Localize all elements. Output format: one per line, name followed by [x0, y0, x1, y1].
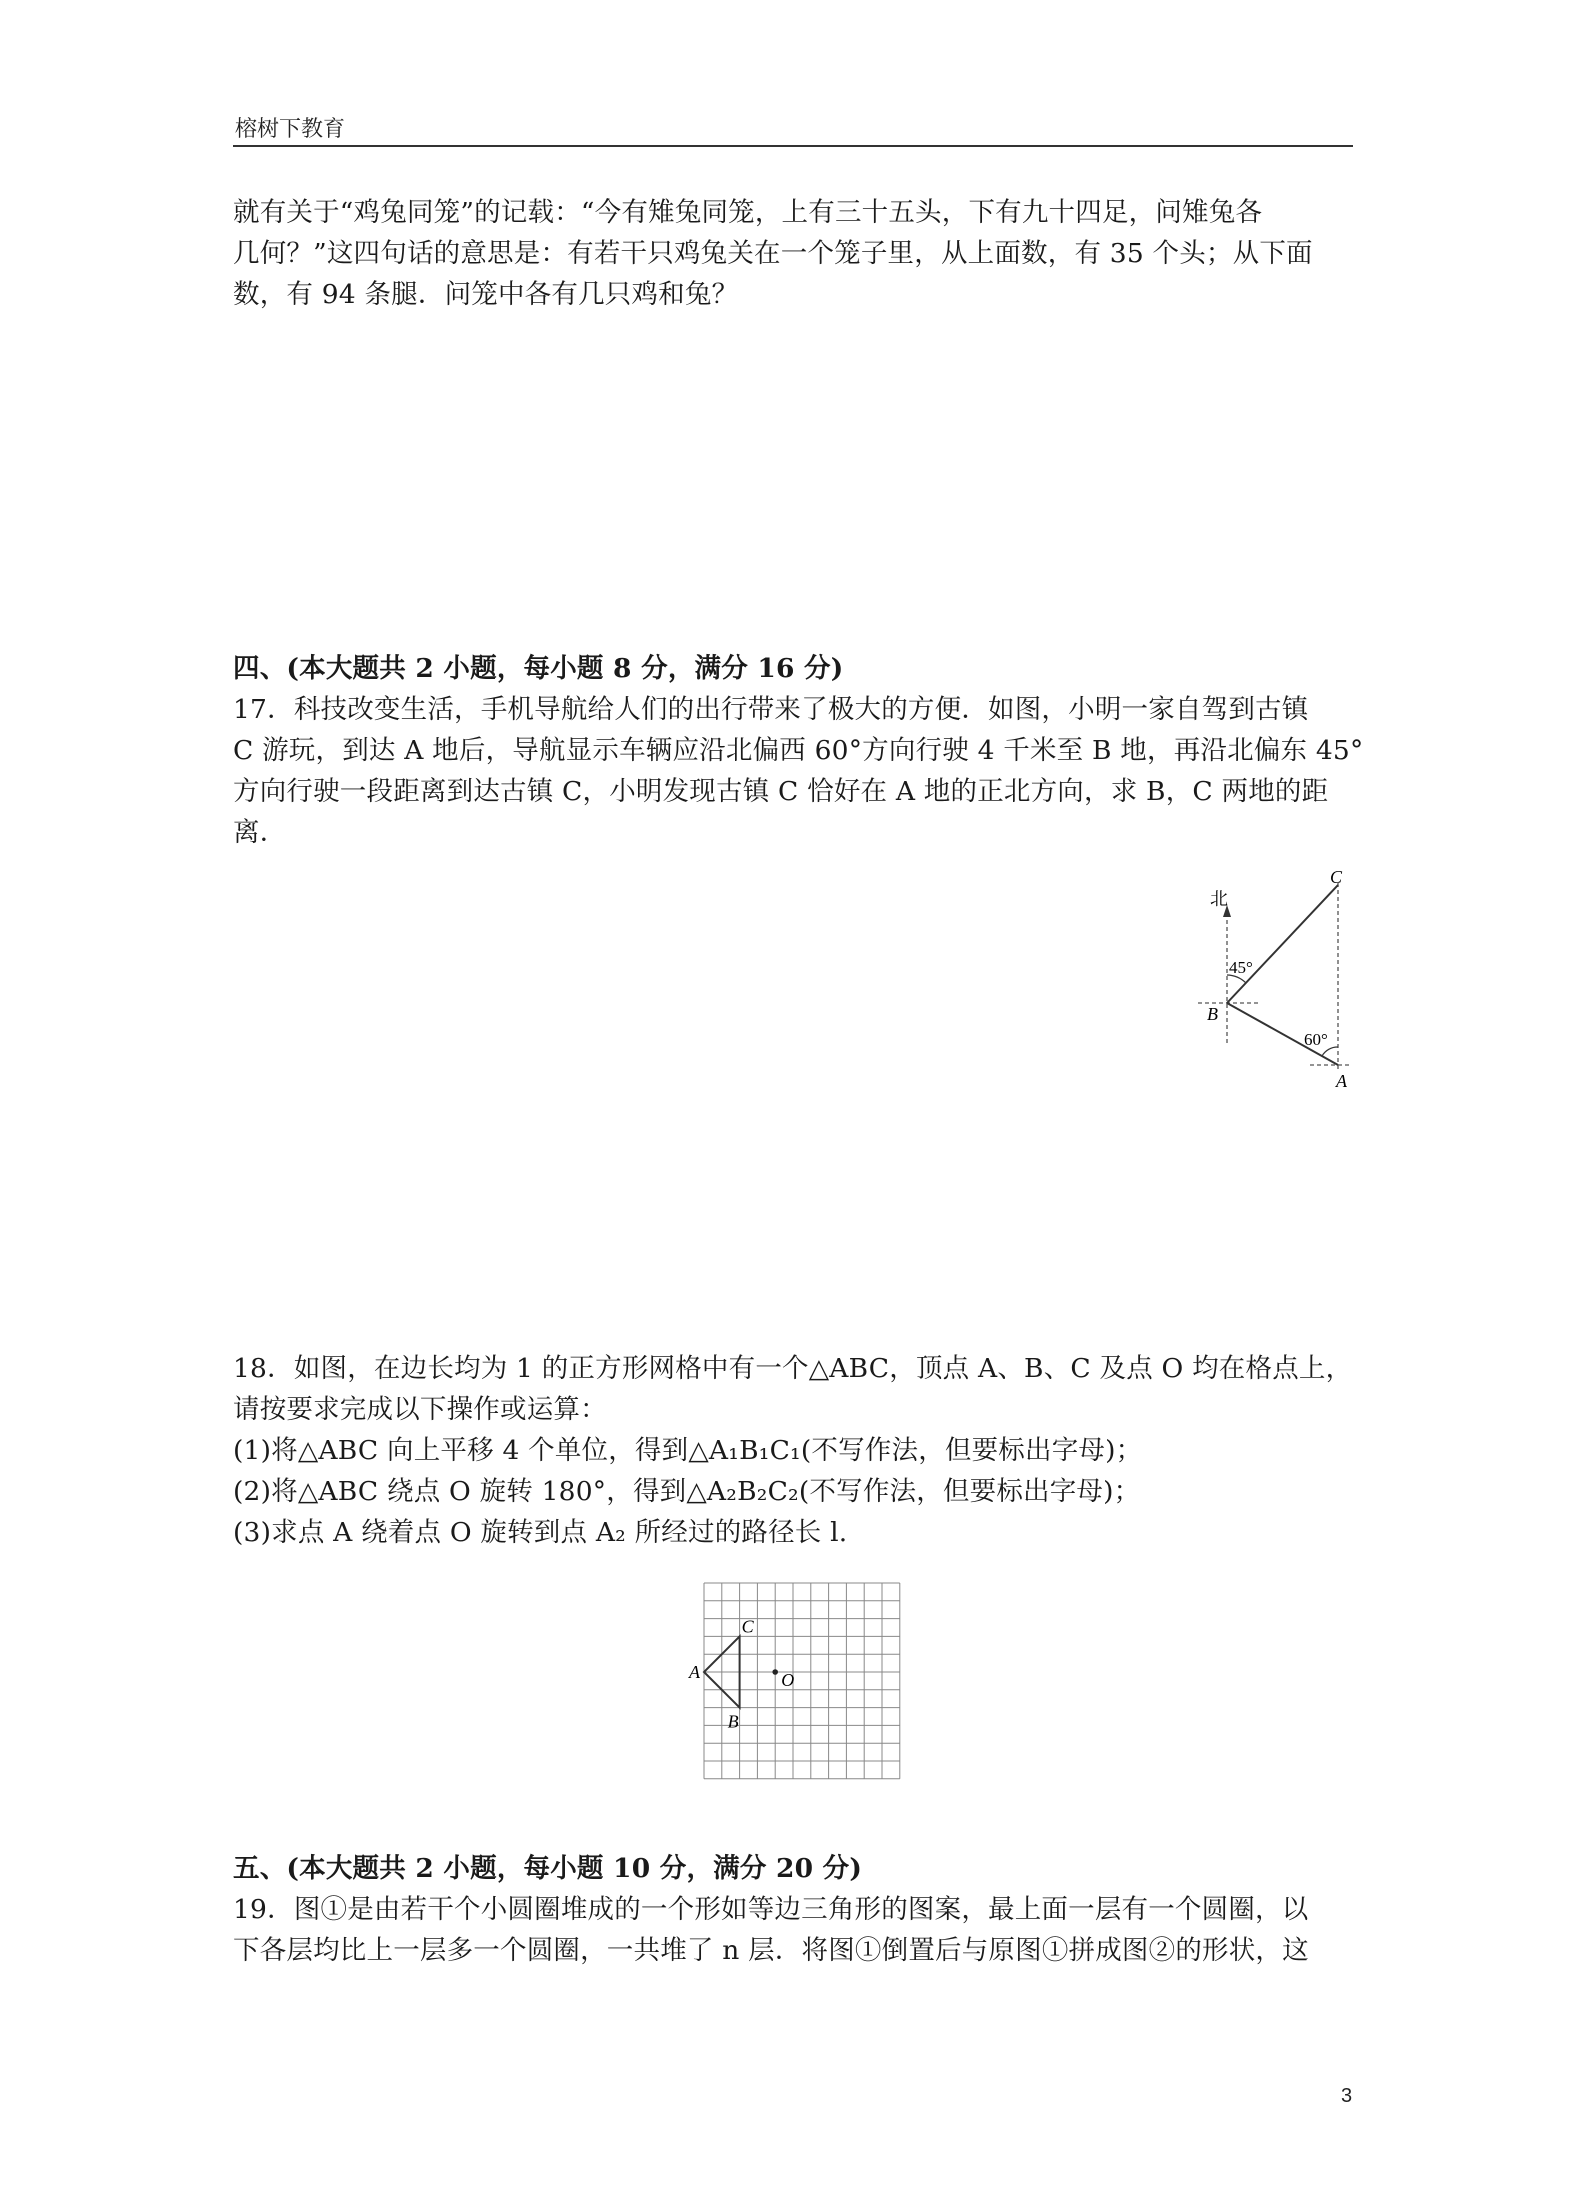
q18-grid-figure — [680, 1575, 905, 1800]
text-line: 17．科技改变生活，手机导航给人们的出行带来了极大的方便．如图，小明一家自驾到古镇 — [233, 694, 1309, 725]
text-line: 请按要求完成以下操作或运算： — [233, 1394, 607, 1425]
question-19 — [233, 1889, 1355, 1971]
text-line: 方向行驶一段距离到达古镇 C，小明发现古镇 C 恰好在 A 地的正北方向，求 B，C 两地的距 — [233, 776, 1329, 807]
label-angle-60: 60° — [1304, 1030, 1328, 1049]
text-line: 19．图①是由若干个小圆圈堆成的一个形如等边三角形的图案，最上面一层有一个圆圈，以 — [233, 1894, 1309, 1925]
label-north: 北 — [1210, 889, 1228, 909]
text-line: C 游玩，到达 A 地后，导航显示车辆应沿北偏西 60°方向行驶 4 千米至 B 地，再沿北偏东 45° — [233, 735, 1364, 766]
label-c: C — [741, 1616, 754, 1637]
label-b: B — [727, 1711, 739, 1732]
point-o — [772, 1669, 778, 1675]
section-title: 五、(本大题共 2 小题，每小题 10 分，满分 20 分) — [233, 1853, 863, 1884]
segment-bc — [1227, 885, 1338, 1003]
text-line: (3)求点 A 绕着点 O 旋转到点 A₂ 所经过的路径长 l. — [233, 1517, 848, 1548]
section-5 — [233, 1848, 1355, 1889]
question-17 — [233, 689, 1364, 853]
label-a: A — [1336, 1071, 1347, 1091]
q16-continuation — [233, 192, 1355, 315]
header-title: 榕树下教育 — [235, 117, 346, 142]
label-c: C — [1330, 867, 1343, 887]
square-grid — [704, 1583, 900, 1779]
text-line: 下各层均比上一层多一个圆圈，一共堆了 n 层．将图①倒置后与原图①拼成图②的形状，这 — [233, 1935, 1309, 1966]
header-divider — [233, 145, 1353, 147]
text-line: (1)将△ABC 向上平移 4 个单位，得到△A₁B₁C₁(不写作法，但要标出字母)； — [233, 1435, 1143, 1466]
section-title: 四、(本大题共 2 小题，每小题 8 分，满分 16 分) — [233, 653, 844, 684]
page-number: 3 — [1341, 2085, 1353, 2107]
label-o: O — [781, 1670, 795, 1690]
text-line: 离． — [233, 817, 287, 848]
question-18 — [233, 1348, 1355, 1553]
text-line: 数，有 94 条腿．问笼中各有几只鸡和兔？ — [233, 279, 739, 310]
label-b: B — [1207, 1004, 1218, 1024]
text-line: (2)将△ABC 绕点 O 旋转 180°，得到△A₂B₂C₂(不写作法，但要标出字母)； — [233, 1476, 1141, 1507]
section-4 — [233, 648, 1355, 689]
label-angle-45: 45° — [1229, 958, 1253, 977]
label-a: A — [689, 1662, 700, 1682]
text-line: 几何？”这四句话的意思是：有若干只鸡兔关在一个笼子里，从上面数，有 35 个头；从下面 — [233, 238, 1313, 269]
q17-direction-figure — [1180, 865, 1360, 1095]
text-line: 18．如图，在边长均为 1 的正方形网格中有一个△ABC，顶点 A、B、C 及点 O 均在格点上， — [233, 1353, 1353, 1384]
text-line: 就有关于“鸡兔同笼”的记载：“今有雉兔同笼，上有三十五头，下有九十四足，问雉兔各 — [233, 197, 1263, 228]
